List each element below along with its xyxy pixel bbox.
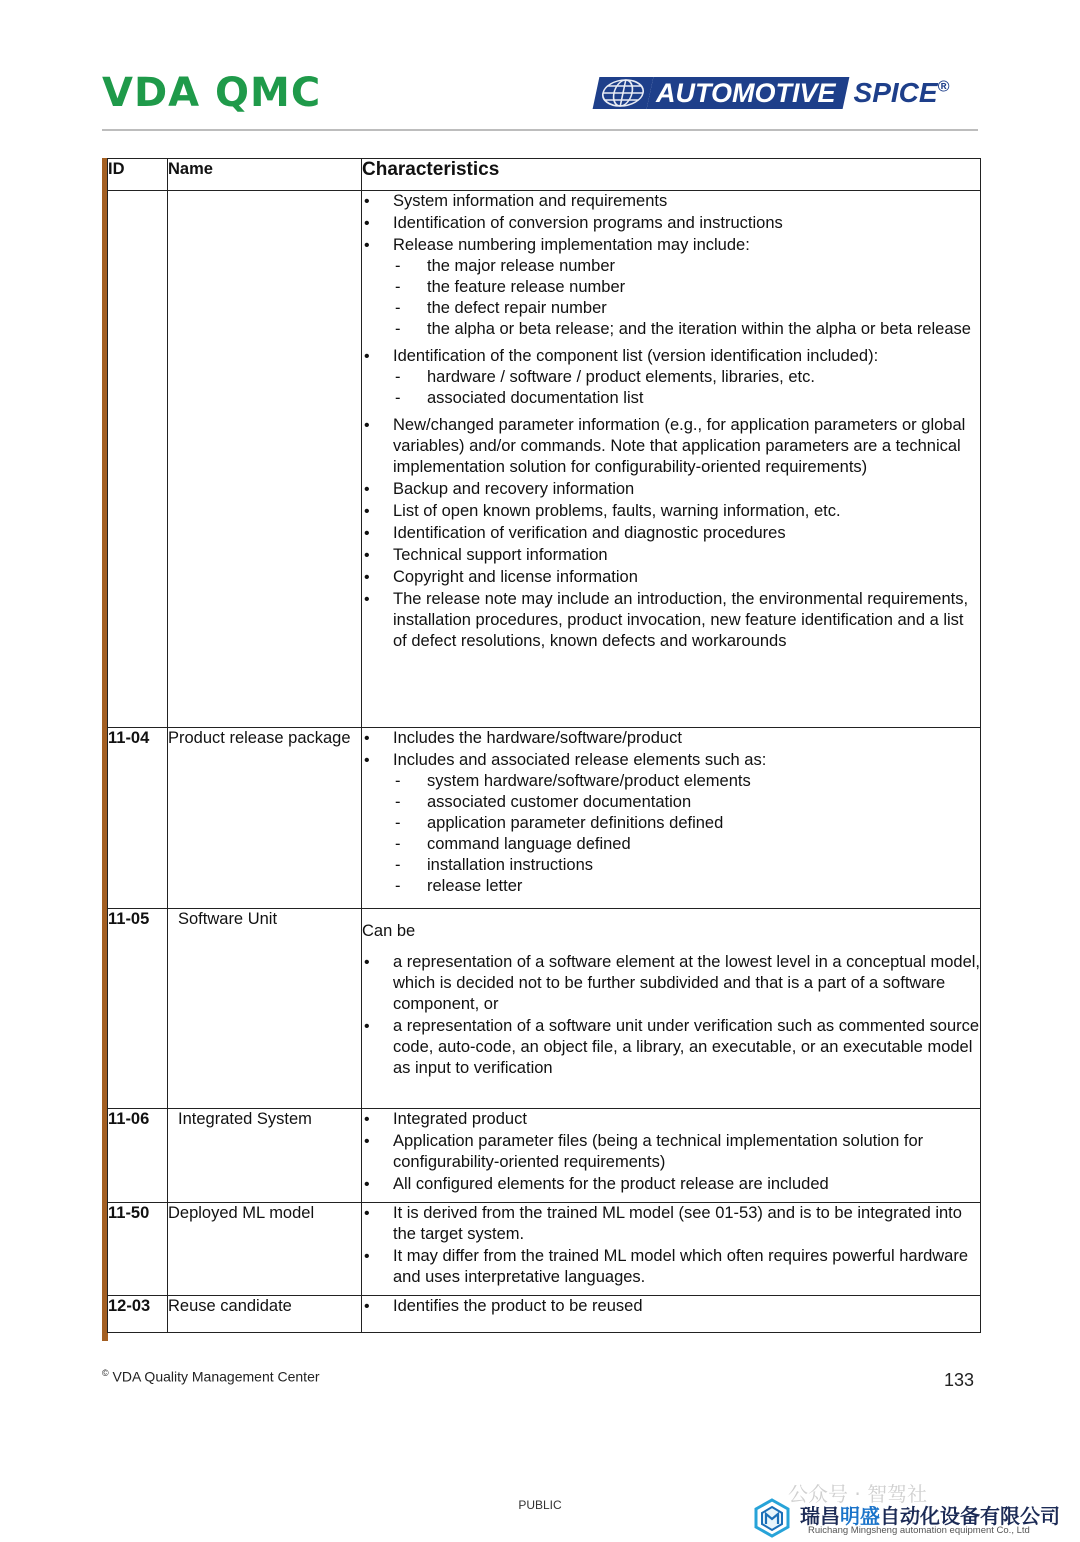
sub-list-item: - hardware / software / product elements, libraries, etc. bbox=[393, 367, 980, 388]
vda-qmc-logo: VDA QMC bbox=[102, 70, 322, 116]
header-name: Name bbox=[168, 159, 362, 191]
sub-list-item: - application parameter definitions defined bbox=[393, 813, 980, 834]
table-row bbox=[108, 1203, 981, 1296]
list-item: • All configured elements for the product release are included bbox=[362, 1174, 980, 1195]
list-item: • Copyright and license information bbox=[362, 567, 980, 588]
name-cell: Deployed ML model bbox=[168, 1203, 362, 1296]
id-cell: 11-04 bbox=[108, 728, 168, 909]
sub-list bbox=[393, 256, 980, 340]
watermark-text: 公众号 · 智驾社 bbox=[788, 1482, 928, 1506]
list-item: • Release numbering implementation may include: - the major release number - the feature release number - the defect repair number - the alpha or beta release; and the iteration within the alpha or beta release bbox=[362, 235, 980, 340]
characteristics-cell bbox=[362, 1203, 981, 1296]
name-cell: Software Unit bbox=[168, 909, 362, 1109]
table-row bbox=[108, 728, 981, 909]
header-id: ID bbox=[108, 159, 168, 191]
page-number: 133 bbox=[944, 1370, 975, 1390]
id-cell: 11-05 bbox=[108, 909, 168, 1109]
sub-list-item: - the feature release number bbox=[393, 277, 980, 298]
list-item: • Identification of the component list (version identification included): - hardware / software / product elements, libraries, etc. - associated documentation list bbox=[362, 346, 980, 409]
page-header bbox=[0, 0, 1080, 140]
characteristics-list bbox=[362, 1296, 980, 1317]
name-cell: Reuse candidate bbox=[168, 1296, 362, 1333]
name-cell: Integrated System bbox=[168, 1109, 362, 1203]
characteristics-list bbox=[362, 1203, 980, 1288]
list-item: • Includes the hardware/software/product bbox=[362, 728, 980, 749]
copyright-mark: © bbox=[102, 1368, 109, 1378]
id-cell: 11-50 bbox=[108, 1203, 168, 1296]
sub-list-item: - installation instructions bbox=[393, 855, 980, 876]
table-row bbox=[108, 191, 981, 728]
list-item: • Identification of conversion programs and instructions bbox=[362, 213, 980, 234]
sub-list bbox=[393, 771, 980, 897]
list-item: • Integrated product bbox=[362, 1109, 980, 1130]
id-cell bbox=[108, 191, 168, 728]
sub-list-item: - system hardware/software/product elements bbox=[393, 771, 980, 792]
list-item: • Includes and associated release elements such as: - system hardware/software/product elements - associated customer documentation - application parameter definitions defined - command language defined - installation instructions - release letter bbox=[362, 750, 980, 897]
list-item: • New/changed parameter information (e.g., for application parameters or global variables) and/or commands. Note that application parameters are a technical implementation solution for configurability-oriented requirements) bbox=[362, 415, 980, 478]
characteristics-cell bbox=[362, 1296, 981, 1333]
globe-icon bbox=[593, 77, 654, 109]
table-row bbox=[108, 1109, 981, 1203]
sub-list-item: - the alpha or beta release; and the iteration within the alpha or beta release bbox=[393, 319, 980, 340]
list-item: • Technical support information bbox=[362, 545, 980, 566]
characteristics-cell bbox=[362, 191, 981, 728]
spice-label: SPICE® bbox=[853, 77, 950, 108]
list-item: • Application parameter files (being a technical implementation solution for configurability-oriented requirements) bbox=[362, 1131, 980, 1173]
characteristics-list bbox=[362, 728, 980, 897]
characteristics-list bbox=[362, 191, 980, 652]
sub-list-item: - the major release number bbox=[393, 256, 980, 277]
automotive-label: AUTOMOTIVE bbox=[647, 77, 849, 109]
list-item: • It is derived from the trained ML model (see 01-53) and is to be integrated into the target system. bbox=[362, 1203, 980, 1245]
id-cell: 11-06 bbox=[108, 1109, 168, 1203]
id-cell: 12-03 bbox=[108, 1296, 168, 1333]
sub-list-item: - associated customer documentation bbox=[393, 792, 980, 813]
list-item: • Backup and recovery information bbox=[362, 479, 980, 500]
list-item: • System information and requirements bbox=[362, 191, 980, 212]
characteristics-list bbox=[362, 1109, 980, 1195]
sub-list-item: - the defect repair number bbox=[393, 298, 980, 319]
work-product-table bbox=[107, 158, 981, 1333]
list-item: • a representation of a software unit under verification such as commented source code, auto-code, an object file, a library, an executable, or an executable model as input to verification bbox=[362, 1016, 980, 1079]
company-logo-icon bbox=[752, 1498, 792, 1538]
company-name-en: Ruichang Mingsheng automation equipment Co., Ltd bbox=[808, 1525, 1030, 1536]
table-header-row bbox=[108, 159, 981, 191]
company-name-cn: 瑞昌明盛自动化设备有限公司 bbox=[800, 1504, 1060, 1528]
list-item: • Identifies the product to be reused bbox=[362, 1296, 980, 1317]
table-row bbox=[108, 1296, 981, 1333]
footer-copyright: © VDA Quality Management Center bbox=[102, 1368, 320, 1385]
list-item: • a representation of a software element at the lowest level in a conceptual model, which is decided not to be further subdivided and that is a part of a software component, or bbox=[362, 952, 980, 1015]
table-row bbox=[108, 909, 981, 1109]
name-cell bbox=[168, 191, 362, 728]
registered-mark: ® bbox=[937, 78, 950, 96]
list-item: • The release note may include an introduction, the environmental requirements, installation procedures, product invocation, new feature identification and a list of defect resolutions, known defects and workarounds bbox=[362, 589, 980, 652]
header-divider bbox=[102, 129, 978, 131]
list-item: • List of open known problems, faults, warning information, etc. bbox=[362, 501, 980, 522]
company-watermark bbox=[752, 1498, 1080, 1542]
automotive-spice-logo bbox=[596, 76, 949, 110]
characteristics-list bbox=[362, 952, 980, 1079]
list-item: • Identification of verification and diagnostic procedures bbox=[362, 523, 980, 544]
sub-list bbox=[393, 367, 980, 409]
lead-text: Can be bbox=[362, 922, 416, 940]
list-item: • It may differ from the trained ML model which often requires powerful hardware and uses interpretative languages. bbox=[362, 1246, 980, 1288]
sub-list-item: - command language defined bbox=[393, 834, 980, 855]
classification-label: PUBLIC bbox=[518, 1498, 562, 1512]
sub-list-item: - release letter bbox=[393, 876, 980, 897]
characteristics-cell bbox=[362, 909, 981, 1109]
header-characteristics: Characteristics bbox=[362, 159, 981, 191]
sub-list-item: - associated documentation list bbox=[393, 388, 980, 409]
characteristics-cell bbox=[362, 1109, 981, 1203]
characteristics-cell bbox=[362, 728, 981, 909]
name-cell: Product release package bbox=[168, 728, 362, 909]
